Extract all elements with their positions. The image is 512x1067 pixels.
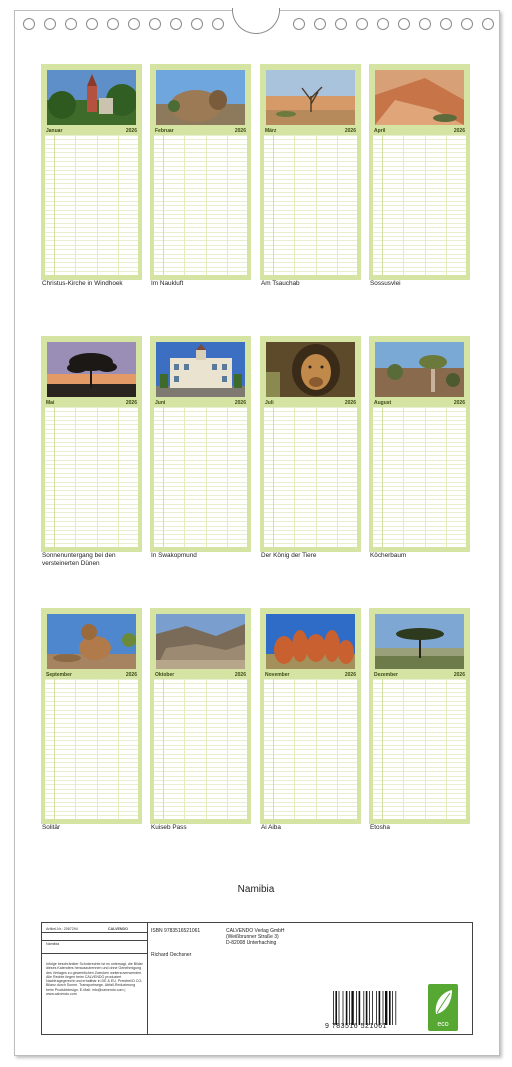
barcode-bars <box>332 991 406 1027</box>
month-name: Mai <box>46 400 55 406</box>
month-photo <box>47 70 136 125</box>
grid-column-line <box>97 407 98 547</box>
month-name: April <box>374 128 386 134</box>
month-caption: Der König der Tiere <box>261 552 317 559</box>
month-card <box>41 608 142 824</box>
month-name: Juni <box>155 400 166 406</box>
grid-column-line <box>75 407 76 547</box>
binding-hole <box>398 18 410 30</box>
binding-hole <box>419 18 431 30</box>
day-grid <box>264 135 357 275</box>
binding-hole <box>149 18 161 30</box>
binding-hole <box>65 18 77 30</box>
day-grid <box>373 407 466 547</box>
grid-column-line <box>184 407 185 547</box>
month-year: 2026 <box>453 128 465 134</box>
barcode-number: 9 783516 521061 <box>325 1023 387 1030</box>
day-grid <box>154 679 247 819</box>
month-year: 2026 <box>344 672 356 678</box>
grid-column-line <box>382 407 383 547</box>
month-header <box>264 127 357 135</box>
binding-hole <box>356 18 368 30</box>
month-photo <box>156 342 245 397</box>
month-header <box>154 127 247 135</box>
binding-hole <box>191 18 203 30</box>
barcode-bar <box>366 991 368 1025</box>
grid-column-line <box>163 135 164 275</box>
month-name: Oktober <box>155 672 175 678</box>
publisher-address-line2: (Weißbrunner Straße 3) <box>226 934 279 940</box>
grid-column-line <box>294 407 295 547</box>
day-grid <box>154 135 247 275</box>
grid-column-line <box>227 407 228 547</box>
month-caption: Solitär <box>42 824 61 831</box>
month-name: März <box>265 128 277 134</box>
grid-column-line <box>118 135 119 275</box>
barcode-bar <box>376 991 377 1025</box>
grid-column-line <box>227 135 228 275</box>
month-caption: In Swakopmund <box>151 552 197 559</box>
product-title: Namibia <box>46 942 60 946</box>
grid-column-line <box>403 679 404 819</box>
legal-text: Infolge beschränkter Schutzrechte ist es untersagt, die Bilder dieses Kalenders herauszutrennen und ohne Genehmigung des Verlages zu gewerblichen Zwecken weiterzuverwenden. Alle Rechte liegen beim CALVENDO produziert Nachfragegerecht und erhaltbar in DE & EU. Preisfrei/Ω CO-Bilanz durch Sonne. Transportwege, Abfall-Reduzierung beim Produktdesign. E-Mail: info@calvendo.com | www.calvendo.com <box>46 962 143 997</box>
day-grid <box>264 679 357 819</box>
month-card <box>260 608 361 824</box>
binding-hole <box>23 18 35 30</box>
grid-column-line <box>337 135 338 275</box>
month-header <box>154 399 247 407</box>
month-card <box>41 64 142 280</box>
calendar-title: Namibia <box>237 884 275 895</box>
month-year: 2026 <box>344 128 356 134</box>
grid-column-line <box>97 679 98 819</box>
binding-hole <box>170 18 182 30</box>
month-card <box>150 64 251 280</box>
month-year: 2026 <box>125 128 137 134</box>
info-box <box>41 922 473 1035</box>
day-grid <box>373 135 466 275</box>
month-name: Dezember <box>374 672 398 678</box>
grid-column-line <box>54 407 55 547</box>
grid-column-line <box>163 407 164 547</box>
grid-column-line <box>425 135 426 275</box>
binding-hole <box>335 18 347 30</box>
barcode-bar <box>383 991 384 1025</box>
grid-column-line <box>316 135 317 275</box>
day-grid <box>373 679 466 819</box>
month-caption: Ai Aiba <box>261 824 281 831</box>
grid-column-line <box>446 679 447 819</box>
month-name: November <box>265 672 290 678</box>
month-year: 2026 <box>125 672 137 678</box>
month-year: 2026 <box>453 400 465 406</box>
month-year: 2026 <box>453 672 465 678</box>
month-photo <box>266 70 355 125</box>
binding-hole <box>107 18 119 30</box>
grid-column-line <box>294 135 295 275</box>
barcode-bar <box>363 991 364 1025</box>
month-caption: Sonnenuntergang bei den versteinerten Dünen <box>42 552 116 567</box>
binding-hole <box>212 18 224 30</box>
month-caption: Kuiseb Pass <box>151 824 187 831</box>
grid-column-line <box>206 407 207 547</box>
barcode-bar <box>359 991 361 1025</box>
barcode-bar <box>343 991 344 1025</box>
barcode-bar <box>395 991 396 1025</box>
month-caption: Im Naukluft <box>151 280 184 287</box>
month-header <box>45 671 138 679</box>
barcode <box>332 991 406 1027</box>
grid-column-line <box>184 135 185 275</box>
eco-label: eco <box>437 1021 449 1028</box>
grid-column-line <box>425 679 426 819</box>
isbn-text: ISBN 9783516521061 <box>151 928 201 934</box>
day-grid <box>45 407 138 547</box>
month-photo <box>266 614 355 669</box>
grid-column-line <box>227 679 228 819</box>
grid-column-line <box>403 135 404 275</box>
binding-hole <box>377 18 389 30</box>
grid-column-line <box>163 679 164 819</box>
month-header <box>264 671 357 679</box>
binding-hole <box>128 18 140 30</box>
month-caption: Am Tsauchab <box>261 280 300 287</box>
grid-column-line <box>337 679 338 819</box>
month-year: 2026 <box>234 672 246 678</box>
barcode-bar <box>351 991 353 1025</box>
month-caption: Etosha <box>370 824 390 831</box>
month-photo <box>47 342 136 397</box>
month-header <box>264 399 357 407</box>
binding-hole <box>461 18 473 30</box>
grid-column-line <box>382 135 383 275</box>
grid-column-line <box>75 135 76 275</box>
binding-hole <box>314 18 326 30</box>
barcode-bar <box>389 991 391 1025</box>
month-caption: Christus-Kirche in Windhoek <box>42 280 123 287</box>
month-name: Januar <box>46 128 63 134</box>
binding-hole <box>440 18 452 30</box>
month-photo <box>156 70 245 125</box>
day-grid <box>45 135 138 275</box>
month-header <box>373 127 466 135</box>
barcode-bar <box>346 991 348 1025</box>
grid-column-line <box>206 135 207 275</box>
grid-column-line <box>54 135 55 275</box>
grid-column-line <box>273 679 274 819</box>
month-header <box>154 671 247 679</box>
grid-column-line <box>403 407 404 547</box>
grid-column-line <box>316 679 317 819</box>
grid-column-line <box>316 407 317 547</box>
eco-badge <box>428 984 458 1031</box>
barcode-bar <box>335 991 337 1025</box>
barcode-bar <box>349 991 350 1025</box>
month-year: 2026 <box>234 128 246 134</box>
grid-column-line <box>294 679 295 819</box>
month-photo <box>375 70 464 125</box>
day-grid <box>45 679 138 819</box>
grid-column-line <box>446 407 447 547</box>
grid-column-line <box>273 135 274 275</box>
barcode-bar <box>372 991 373 1025</box>
month-name: August <box>374 400 392 406</box>
month-photo <box>375 614 464 669</box>
grid-column-line <box>118 407 119 547</box>
grid-column-line <box>382 679 383 819</box>
grid-column-line <box>118 679 119 819</box>
barcode-bar <box>333 991 334 1025</box>
binding-hole <box>86 18 98 30</box>
month-card <box>260 64 361 280</box>
grid-column-line <box>97 135 98 275</box>
grid-column-line <box>273 407 274 547</box>
binding-hole <box>482 18 494 30</box>
month-card <box>369 336 470 552</box>
publisher-logo: CALVENDO <box>108 927 128 931</box>
barcode-bar <box>392 991 393 1025</box>
month-header <box>45 127 138 135</box>
day-grid <box>154 407 247 547</box>
grid-column-line <box>75 679 76 819</box>
barcode-bar <box>379 991 381 1025</box>
month-photo <box>156 614 245 669</box>
publisher-address-line3: D-82008 Unterhaching <box>226 940 277 946</box>
month-year: 2026 <box>125 400 137 406</box>
grid-column-line <box>54 679 55 819</box>
month-card <box>150 608 251 824</box>
publisher-address-line1: CALVENDO Verlag GmbH <box>226 928 285 934</box>
month-card <box>41 336 142 552</box>
month-caption: Sossusvlei <box>370 280 401 287</box>
grid-column-line <box>184 679 185 819</box>
binding-hole <box>293 18 305 30</box>
grid-column-line <box>337 407 338 547</box>
barcode-bar <box>369 991 370 1025</box>
month-year: 2026 <box>344 400 356 406</box>
month-year: 2026 <box>234 400 246 406</box>
month-caption: Köcherbaum <box>370 552 407 559</box>
grid-column-line <box>425 407 426 547</box>
month-card <box>260 336 361 552</box>
month-header <box>45 399 138 407</box>
month-photo <box>266 342 355 397</box>
author-text: Richard Oechsner <box>151 952 192 958</box>
barcode-bar <box>356 991 357 1025</box>
article-number: Artikel-Nr.: 2067294 <box>46 927 78 931</box>
month-name: Juli <box>265 400 274 406</box>
month-card <box>369 64 470 280</box>
barcode-bar <box>339 991 340 1025</box>
month-header <box>373 671 466 679</box>
month-photo <box>47 614 136 669</box>
month-name: September <box>46 672 72 678</box>
month-card <box>150 336 251 552</box>
day-grid <box>264 407 357 547</box>
binding-hole <box>44 18 56 30</box>
month-card <box>369 608 470 824</box>
month-header <box>373 399 466 407</box>
barcode-bar <box>385 991 387 1025</box>
month-name: Februar <box>155 128 174 134</box>
grid-column-line <box>446 135 447 275</box>
grid-column-line <box>206 679 207 819</box>
month-photo <box>375 342 464 397</box>
